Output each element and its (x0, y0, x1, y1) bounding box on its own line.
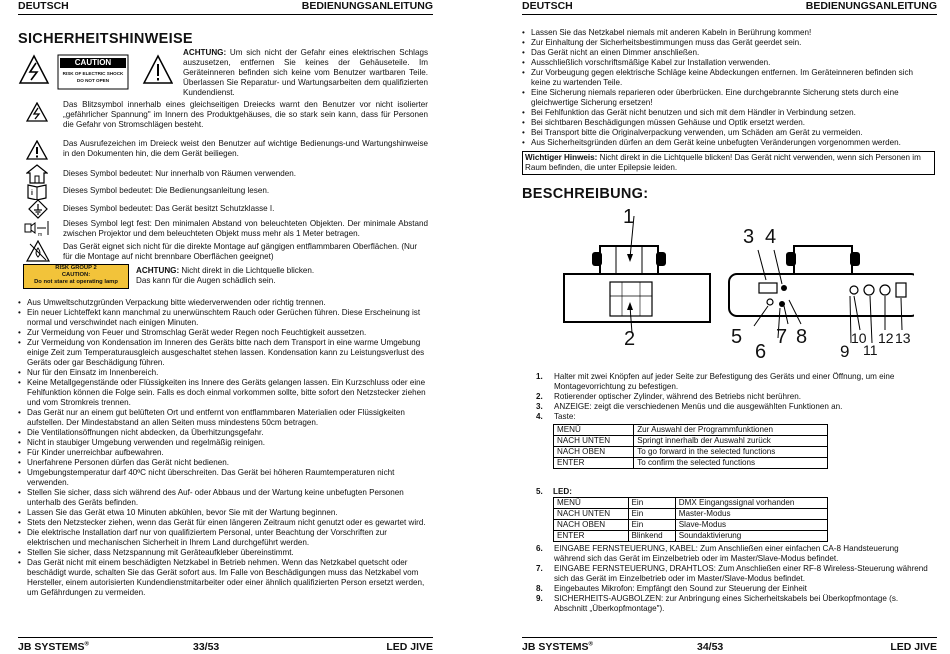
list-item: • Nur für den Einsatz im Innenbereich. (18, 368, 428, 378)
callout-4: 4 (765, 226, 777, 248)
table-cell: Springt innerhalb der Auswahl zurück (634, 436, 828, 447)
item-number: 6. (536, 544, 543, 553)
table-cell: MENÜ (554, 498, 629, 509)
safety-bullet-list (18, 298, 428, 598)
numbered-item (536, 402, 931, 412)
item-number: 2. (536, 392, 543, 401)
table-cell: Ein (628, 520, 675, 531)
callout-12: 12 (878, 330, 894, 346)
footer-registered: ® (84, 641, 89, 648)
important-notice-text: Nicht direkt in die Lichtquelle blicken! Das Gerät nicht verwenden, wenn sich Personen im Raum befinden, die unter Epilepsie leiden. (525, 153, 921, 172)
risk-eye-text: Das kann für die Augen schädlich sein. (136, 276, 276, 285)
numbered-item (536, 372, 931, 392)
item-text: Eingebautes Mikrofon: Empfängt den Sound zur Steuerung der Einheit (554, 584, 807, 593)
list-item: • Keine Metallgegenstände oder Flüssigkeiten ins Innere des Geräts gelangen lassen. Ein Kurzschluss oder eine Fehlfunktion können die Folge sein. Falls es doch einmal vorkommen sollte, bitte sofort den Netzstecker ziehen und vom Stromkreis trennen. (18, 378, 428, 408)
list-item: • Stellen Sie sicher, dass sich während des Auf- oder Abbaus und der Wartung keine unbefugten Personen unterhalb des Geräts befinden. (18, 488, 428, 508)
svg-text:i: i (31, 190, 33, 197)
safety-bullet-list-continued (522, 28, 934, 148)
list-item: • Bei Fehlfunktion das Gerät nicht benutzen und sich mit dem Händler in Verbindung setzen. (522, 108, 934, 118)
list-item: • Eine Sicherung niemals reparieren oder überbrücken. Eine durchgebrannte Sicherung stets durch eine gleichwertige Sicherung ersetzen! (522, 88, 934, 108)
list-item: • Aus Umweltschutzgründen Verpackung bitte wiederverwenden oder richtig trennen. (18, 298, 428, 308)
list-item: • Lassen Sie das Netzkabel niemals mit anderen Kabeln in Berührung kommen! (522, 28, 934, 38)
item-number: 8. (536, 584, 543, 593)
numbered-item (536, 594, 931, 614)
protection-symbol-text: Dieses Symbol bedeutet: Das Gerät besitzt Schutzklasse I. (63, 204, 275, 213)
description-list-continued (536, 544, 931, 614)
page-footer (522, 637, 937, 654)
list-item: • Zur Vorbeugung gegen elektrische Schläge keine Abdeckungen entfernen. Im Geräteinneren befinden sich keine zu wartenden Teile. (522, 68, 934, 88)
footer-brand (18, 641, 89, 653)
callout-5: 5 (731, 326, 743, 348)
header-document: BEDIENUNGSANLEITUNG (301, 0, 433, 12)
table-cell: To go forward in the selected functions (634, 447, 828, 458)
footer-page-number: 33/53 (193, 641, 220, 653)
led-table (553, 497, 828, 542)
risk-group-caution: CAUTION: (61, 272, 91, 278)
list-item: • Zur Einhaltung der Sicherheitsbestimmungen muss das Gerät geerdet sein. (522, 38, 934, 48)
caution-label: CAUTION (74, 58, 112, 67)
list-item: • Stellen Sie sicher, dass Netzspannung mit Geräteaufkleber übereinstimmt. (18, 548, 428, 558)
risk-group-warning: Do not stare at operating lamp (34, 279, 118, 285)
callout-10: 10 (851, 330, 867, 346)
table-row (554, 498, 828, 509)
description-title: BESCHREIBUNG: (522, 186, 649, 202)
item-number: 3. (536, 402, 543, 411)
risk-achtung-label: ACHTUNG: (136, 266, 180, 275)
svg-text:m: m (38, 232, 43, 237)
list-item: • Zur Vermeidung von Kondensation im Inneren des Geräts bitte nach dem Transport in eine warme Umgebung einige Zeit zum Temperaturausgleich ausgeschaltet stehen lassen. Kondensation kann zu Leistungsverlust des Geräts oder gar Beschädigung führen. (18, 338, 428, 368)
list-item: • Nicht in staubiger Umgebung verwenden und regelmäßig reinigen. (18, 438, 428, 448)
item-number: 1. (536, 372, 543, 381)
led-number: 5. (536, 487, 543, 496)
list-item: • Lassen Sie das Gerät etwa 10 Minuten abkühlen, bevor Sie mit der Wartung beginnen. (18, 508, 428, 518)
table-cell: DMX Eingangssignal vorhanden (675, 498, 827, 509)
callout-8: 8 (796, 326, 808, 348)
list-item: • Ein neuer Lichteffekt kann manchmal zu unerwünschtem Rauch oder Gerüchen führen. Diese Erscheinung ist normal und verschwindet nach einigen Minuten. (18, 308, 428, 328)
table-row (554, 425, 828, 436)
footer-registered: ® (588, 641, 593, 648)
left-page (18, 0, 433, 654)
page-header (18, 0, 433, 15)
table-cell: NACH UNTEN (554, 436, 634, 447)
flammable-symbol-text: Das Gerät eignet sich nicht für die direkte Montage auf gängigen entflammbaren Oberflächen. (Nur für die Montage auf nicht brennbare Oberflächen geeignet) (63, 242, 418, 261)
achtung-label: ACHTUNG: (183, 48, 227, 57)
header-language: DEUTSCH (522, 0, 573, 12)
risk-achtung-text: Nicht direkt in die Lichtquelle blicken. (179, 266, 315, 275)
item-text: SICHERHEITS-AUGBOLZEN: zur Anbringung eines Sicherheitskabels bei Überkopfmontage (s. Abschnitt „Überkopfmontage"). (554, 594, 899, 613)
description-list (536, 372, 931, 422)
lightning-symbol-text: Das Blitzsymbol innerhalb eines gleichseitigen Dreiecks warnt den Benutzer vor nicht isolierter „gefährlicher Spannung" im Innern des Produktgehäuses, die so stark sein kann, dass für Personen die Gefahr von Stromschlägen besteht. (63, 100, 428, 129)
list-item: • Bei sichtbaren Beschädigungen müssen Gehäuse und Optik ersetzt werden. (522, 118, 934, 128)
header-language: DEUTSCH (18, 0, 69, 12)
section-title: SICHERHEITSHINWEISE (18, 31, 193, 47)
table-cell: Ein (628, 509, 675, 520)
table-cell: ENTER (554, 531, 629, 542)
callout-13: 13 (895, 330, 911, 346)
item-text: Taste: (554, 412, 576, 421)
keys-table (553, 424, 828, 469)
list-item: • Stets den Netzstecker ziehen, wenn das Gerät für einen längeren Zeitraum nicht genutzt oder es gewartet wird. (18, 518, 428, 528)
numbered-item (536, 412, 931, 422)
caution-sub1: RISK OF ELECTRIC SHOCK (62, 71, 124, 76)
list-item: • Das Gerät nicht an einen Dimmer anschließen. (522, 48, 934, 58)
exclamation-symbol-text: Das Ausrufezeichen im Dreieck weist den Benutzer auf wichtige Bedienungs-und Wartungshinweise in den Dokumenten hin, die dem Gerät beiliegen. (63, 139, 428, 158)
table-cell: To confirm the selected functions (634, 458, 828, 469)
item-text: EINGABE FERNSTEUERUNG, KABEL: Zum Anschließen einer einfachen CA-8 Handsteuerung während sich das Gerät im Einzelbetrieb oder im Master/Slave-Modus befindet. (554, 544, 899, 563)
list-item: • Zur Vermeidung von Feuer und Stromschlag Gerät weder Regen noch Feuchtigkeit aussetzen. (18, 328, 428, 338)
list-item: • Die Ventilationsöffnungen nicht abdecken, da Überhitzungsgefahr. (18, 428, 428, 438)
flammable-surface-icon (26, 240, 50, 267)
list-item: • Das Gerät nur an einem gut belüfteten Ort und entfernt von entflammbaren Materialien oder Flüssigkeiten aufstellen. Der Mindestabstand an allen Seiten muss mindestens 50cm betragen. (18, 408, 428, 428)
footer-product: LED JIVE (890, 641, 937, 653)
numbered-item (536, 584, 931, 594)
list-item: • Das Gerät nicht mit einem beschädigten Netzkabel in Betrieb nehmen. Wenn das Netzkabel quetscht oder beschädigt wurde, schalten Sie das Gerät sofort aus. Im Falle von Beschädigungen muss das Netzkabel vom Hersteller, einem autorisierten Kundendienstmitarbeiter oder einer ähnlich qualifizierten Person ersetzt werden, um Gefährdungen zu vermeiden. (18, 558, 428, 598)
table-row (554, 436, 828, 447)
table-cell: Soundaktivierung (675, 531, 827, 542)
callout-1: 1 (623, 206, 635, 228)
table-cell: Blinkend (628, 531, 675, 542)
device-diagram (544, 206, 914, 366)
item-number: 4. (536, 412, 543, 421)
page-header (522, 0, 937, 15)
item-text: Halter mit zwei Knöpfen auf jeder Seite zur Befestigung des Geräts und einer Öffnung, um eine Montagevorrichtung zu befestigen. (554, 372, 895, 391)
caution-sub2: DO NOT OPEN (76, 78, 110, 83)
min-distance-icon (24, 219, 50, 242)
callout-11: 11 (863, 342, 878, 358)
manual-symbol-text: Dieses Symbol bedeutet: Die Bedienungsanleitung lesen. (63, 186, 270, 195)
indoor-symbol-text: Dieses Symbol bedeutet: Nur innerhalb von Räumen verwenden. (63, 169, 297, 178)
table-cell: Master-Modus (675, 509, 827, 520)
header-document: BEDIENUNGSANLEITUNG (805, 0, 937, 12)
callout-6: 6 (755, 341, 767, 363)
numbered-item (536, 392, 931, 402)
item-text: EINGABE FERNSTEUERUNG, DRAHTLOS: Zum Anschließen einer RF-8 Wireless-Steuerung während sich das Gerät im Einzelbetrieb oder im Master/Slave-Modus befindet. (554, 564, 928, 583)
footer-brand (522, 641, 593, 653)
list-item: • Unerfahrene Personen dürfen das Gerät nicht bedienen. (18, 458, 428, 468)
important-notice-box (522, 151, 935, 175)
list-item: • Umgebungstemperatur darf 40ºC nicht überschreiten. Das Gerät bei höheren Raumtemperaturen nicht verwenden. (18, 468, 428, 488)
table-row (554, 520, 828, 531)
footer-brand-text: JB SYSTEMS (18, 641, 85, 653)
caution-sticker (18, 53, 173, 93)
list-item: • Bei Transport bitte die Originalverpackung verwenden, um Schäden am Gerät zu vermeiden. (522, 128, 934, 138)
table-cell: Ein (628, 498, 675, 509)
item-text: Rotierender optischer Zylinder, während des Betriebs nicht berühren. (554, 392, 801, 401)
callout-9: 9 (840, 342, 850, 361)
footer-brand-text: JB SYSTEMS (522, 641, 589, 653)
list-item: • Für Kinder unerreichbar aufbewahren. (18, 448, 428, 458)
item-number: 7. (536, 564, 543, 573)
lightning-triangle-icon (26, 102, 48, 127)
risk-group-label (23, 264, 129, 289)
right-page (522, 0, 937, 654)
table-row (554, 447, 828, 458)
table-row (554, 458, 828, 469)
footer-page-number: 34/53 (697, 641, 724, 653)
table-cell: ENTER (554, 458, 634, 469)
numbered-item (536, 564, 931, 584)
list-item: • Die elektrische Installation darf nur von qualifiziertem Personal, unter Beachtung der Vorschriften zur elektrischen und mechanischen Sicherheit in Ihrem Land durchgeführt werden. (18, 528, 428, 548)
table-row (554, 531, 828, 542)
risk-achtung-line (136, 266, 426, 276)
table-row (554, 509, 828, 520)
table-cell: Zur Auswahl der Programmfunktionen (634, 425, 828, 436)
table-cell: NACH OBEN (554, 447, 634, 458)
callout-2: 2 (624, 328, 636, 350)
distance-symbol-text: Dieses Symbol legt fest: Den minimalen Abstand von beleuchteten Objekten. Der minimale Abstand zwischen Projektor und dem beleuchteten Objekt muss mehr als 1 Meter betragen. (63, 219, 428, 238)
numbered-item (536, 544, 931, 564)
callout-3: 3 (743, 226, 755, 248)
achtung-paragraph (183, 48, 428, 98)
table-cell: NACH OBEN (554, 520, 629, 531)
page-footer (18, 637, 433, 654)
callout-7: 7 (776, 326, 788, 348)
footer-product: LED JIVE (386, 641, 433, 653)
important-notice-label: Wichtiger Hinweis: (525, 153, 598, 162)
table-cell: Slave-Modus (675, 520, 827, 531)
exclamation-triangle-icon (26, 140, 48, 165)
table-cell: MENÜ (554, 425, 634, 436)
item-number: 9. (536, 594, 543, 603)
list-item: • Ausschließlich vorschriftsmäßige Kabel zur Installation verwenden. (522, 58, 934, 68)
led-heading: LED: (553, 487, 572, 496)
table-cell: NACH UNTEN (554, 509, 629, 520)
list-item: • Aus Sicherheitsgründen dürfen an dem Gerät keine unbefugten Veränderungen vorgenommen werden. (522, 138, 934, 148)
risk-group-title: RISK GROUP 2 (55, 265, 97, 271)
achtung-text: Um sich nicht der Gefahr eines elektrischen Schlags auszusetzen, entfernen Sie keines der Gehäuseteile. Im Geräteinneren befinden sich keine vom Benutzer wartbaren Teile. Überlassen Sie Reparatur- und Wartungsarbeiten dem qualifizierten Kundendienst. (183, 48, 428, 97)
item-text: ANZEIGE: zeigt die verschiedenen Menüs und die ausgewählten Funktionen an. (554, 402, 843, 411)
